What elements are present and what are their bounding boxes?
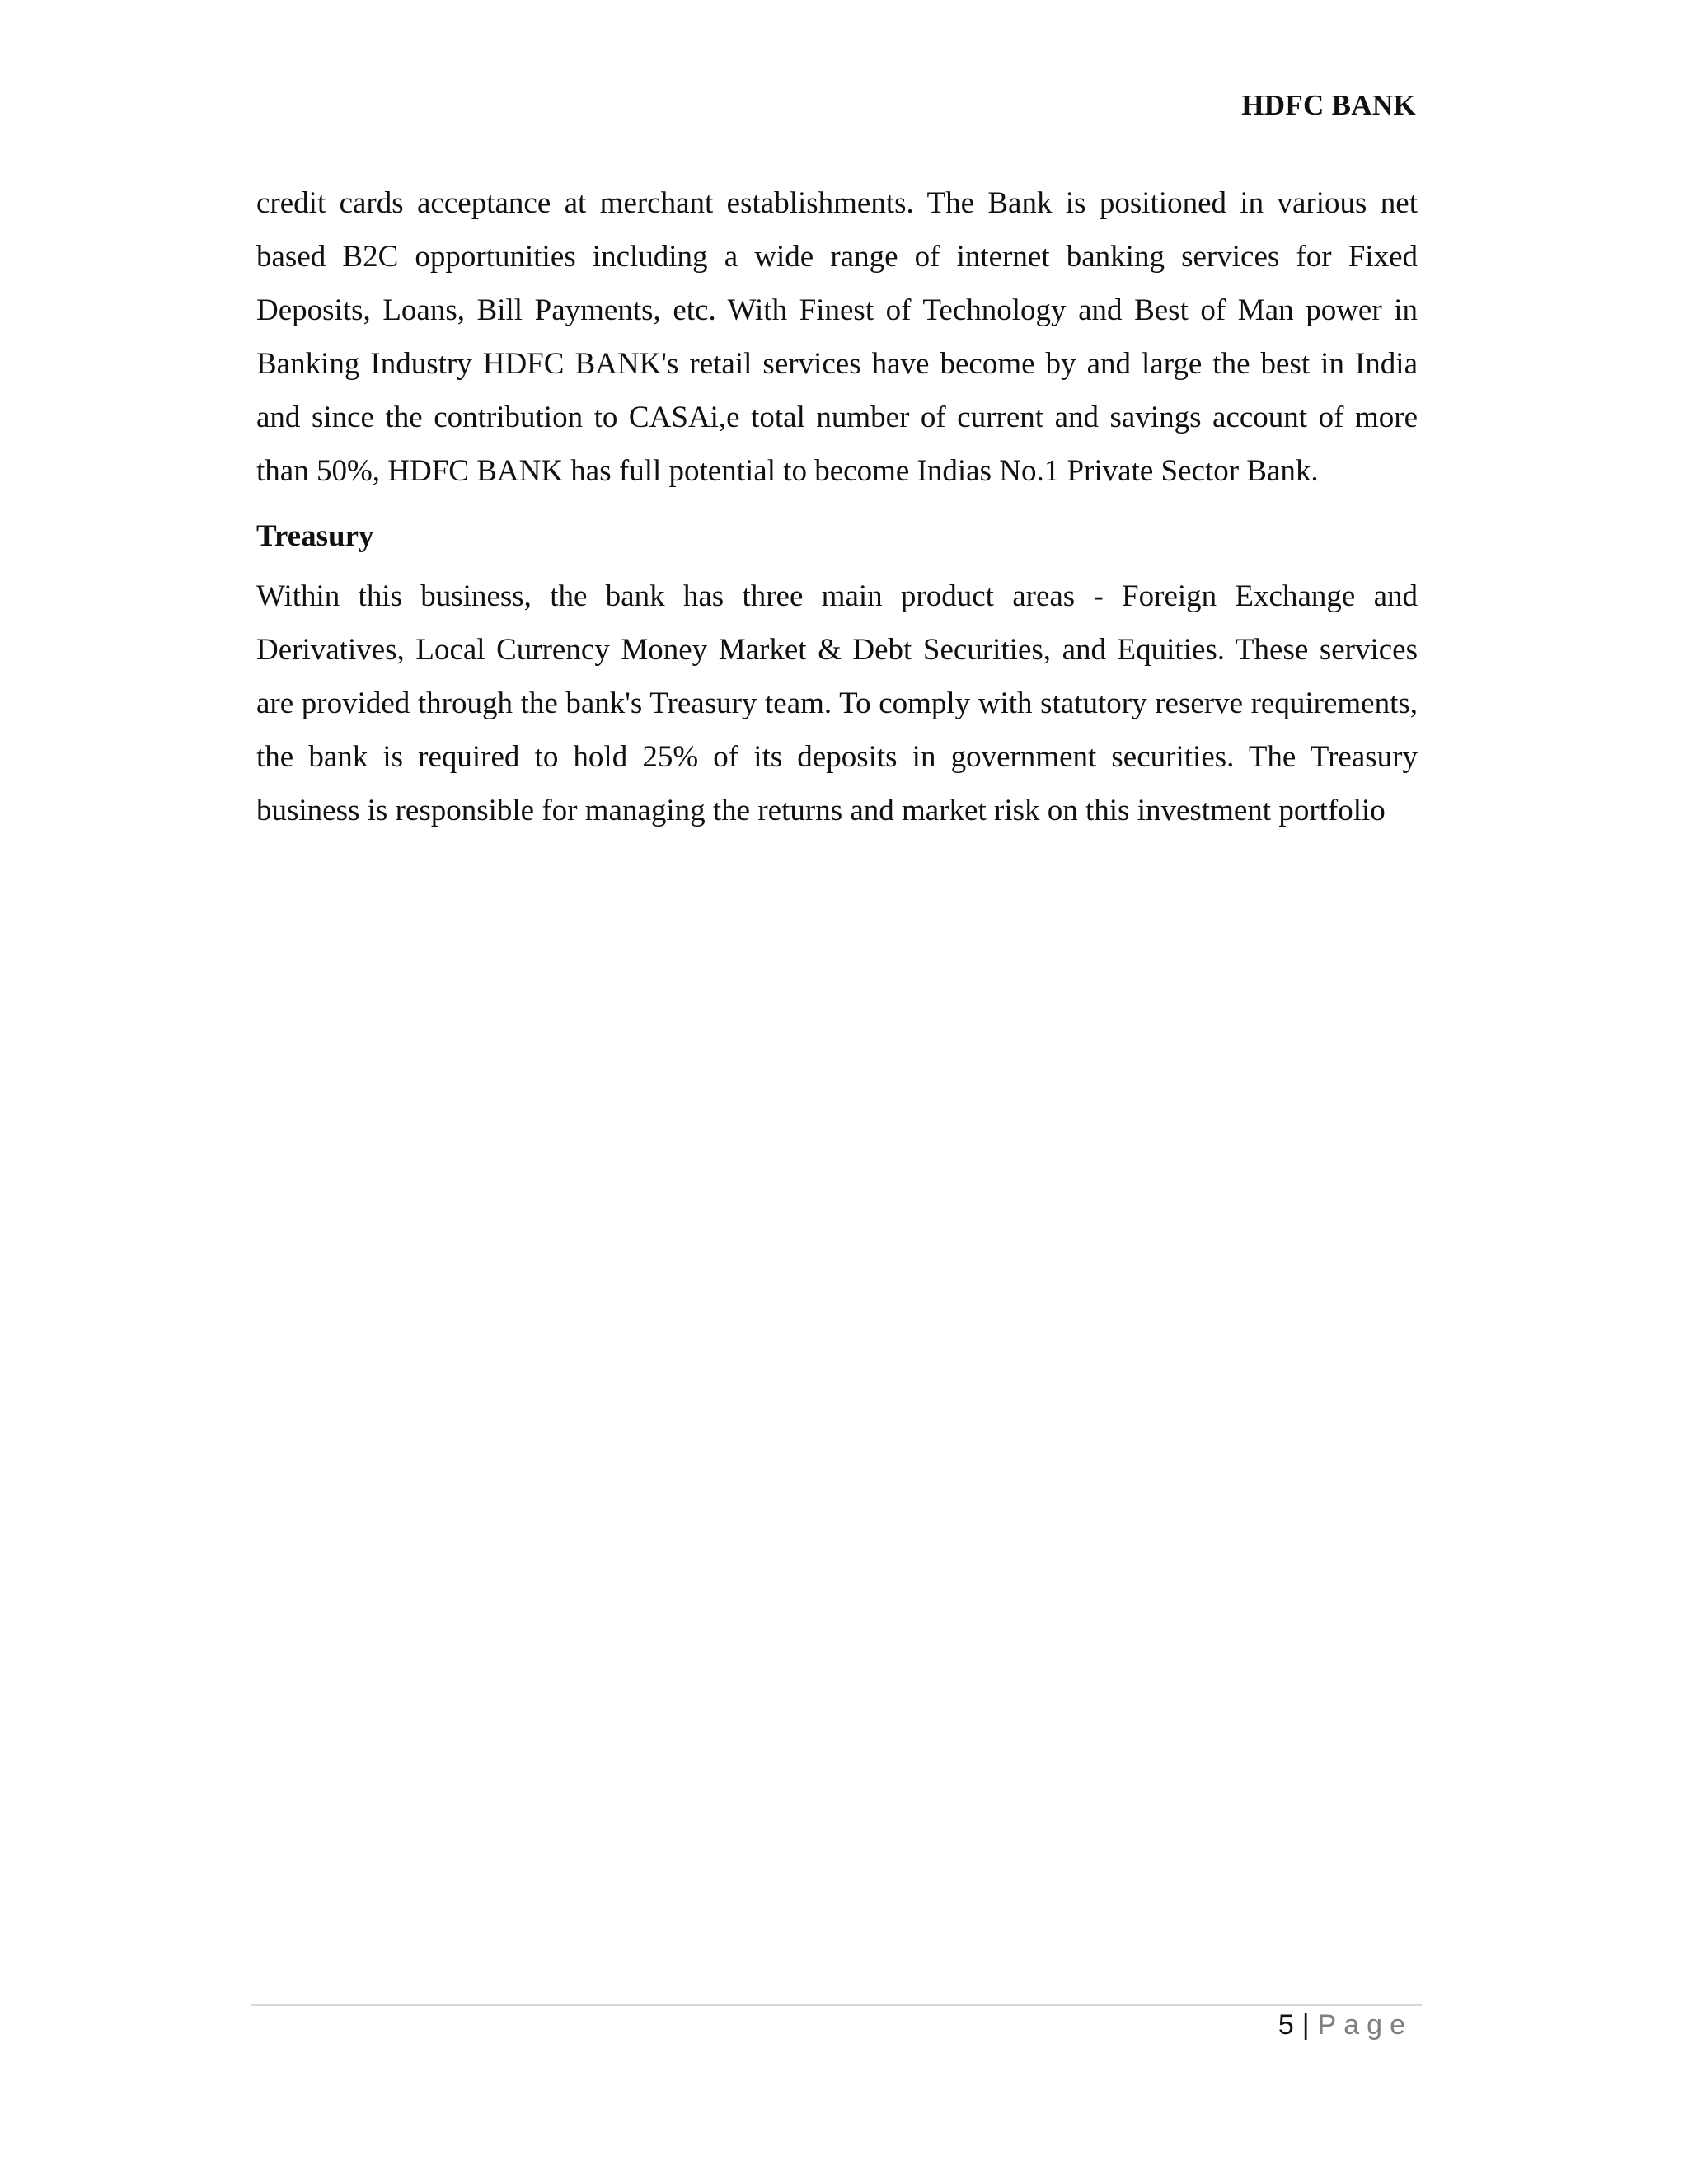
page-separator: | (1301, 2009, 1310, 2041)
page-content (256, 176, 1418, 837)
page-footer (1278, 2007, 1413, 2043)
body-paragraph-2: Within this business, the bank has three main product areas - Foreign Exchange and Derivatives, Local Currency Money Market & Debt Securities, and Equities. These services are provided through the bank's Treasury team. To comply with statutory reserve requirements, the bank is required to hold 25% of its deposits in government securities. The Treasury business is responsible for managing the returns and market risk on this investment portfolio (256, 579, 1418, 827)
running-header: HDFC BANK (1241, 89, 1416, 121)
body-paragraph-1: credit cards acceptance at merchant establishments. The Bank is positioned in various net based B2C opportunities including a wide range of internet banking services for Fixed Deposits, Loans, Bill Payments, etc. With Finest of Technology and Best of Man power in Banking Industry HDFC BANK's retail services have become by and large the best in India and since the contribution to CASAi,e total number of current and savings account of more than 50%, HDFC BANK has full potential to become Indias No.1 Private Sector Bank. (256, 186, 1418, 488)
section-heading-treasury: Treasury (256, 519, 374, 553)
page-label: Page (1317, 2009, 1413, 2041)
footer-divider (251, 2004, 1422, 2006)
page-number: 5 (1278, 2009, 1294, 2041)
